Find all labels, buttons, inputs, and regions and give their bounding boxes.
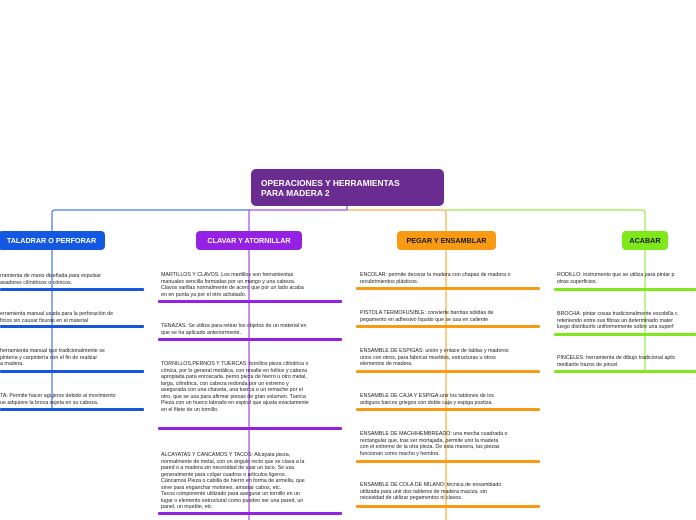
- leaf-text-line: Cáncamos Pieza o cabilla de hierro en forma de armella, que: [161, 478, 305, 484]
- leaf-text-line: ALCAYATAS Y CANCAMOS Y TACOS: Alcayata pieza,: [161, 452, 291, 458]
- branch-taladrar-label: TALADRAR O PERFORAR: [6, 236, 97, 245]
- leaf-text-line: recubrimientos plásticos.: [360, 278, 419, 285]
- leaf-text-line: TENAZAS: Se utiliza para retirar los objetos de un material en: [161, 323, 307, 329]
- list-item-taladrar[interactable]: [0, 311, 140, 324]
- leaf-text-line: a madera.: [0, 361, 24, 367]
- list-item-acabar[interactable]: [557, 355, 696, 368]
- underline: [356, 370, 540, 373]
- leaf-text-line: asegurada con una chaveta, una tuerca o un remache por el: [161, 387, 303, 393]
- leaf-text-line: ENSAMBLE DE COLA DE MILANO: técnica de ensamblado: [360, 482, 502, 488]
- leaf-text-line: elementos de madera.: [360, 361, 413, 367]
- list-item-clavar[interactable]: [161, 452, 341, 511]
- underline: [554, 370, 696, 373]
- leaf-text-line: ue adquiere la broca sujeta en su cabeza.: [0, 399, 99, 406]
- central-topic[interactable]: [251, 169, 444, 206]
- leaf-text-line: TA: Permite hacer agujeros debido al movimiento: [0, 393, 116, 399]
- leaf-text-line: RODILLO: instrumento que se utiliza para pintar p: [557, 272, 675, 278]
- leaf-text-line: manuales sencilla formadas por un mango y una cabeza.: [161, 278, 296, 285]
- list-item-clavar[interactable]: [161, 323, 341, 336]
- list-item-pegar[interactable]: [360, 272, 540, 285]
- underline: [0, 288, 144, 291]
- leaf-text-line: antiguos barcos griegos con doble caja y espiga postiza.: [360, 399, 493, 406]
- underline: [554, 288, 696, 291]
- leaf-text-line: panel, un mueble, etc.: [161, 504, 214, 510]
- leaf-text-line: cónica, por lo general metálica, con resalte en hélice y cabeza: [161, 367, 308, 374]
- list-item-taladrar[interactable]: [0, 393, 140, 406]
- list-item-clavar[interactable]: [161, 361, 341, 413]
- list-item-pegar[interactable]: [360, 482, 540, 502]
- leaf-text-line: pared o a madera sin necesidad de usar un taco. Se usa: [161, 465, 295, 471]
- branch-clavar[interactable]: [196, 231, 302, 250]
- leaf-text-line: con el extremo de la otra pieza. De esta manera, las piezas: [360, 444, 500, 450]
- underline: [356, 460, 540, 463]
- leaf-text-line: otro, que se usa para afirmar piezas de gran volumen. Tuerca: [161, 393, 306, 400]
- leaf-text-line: en en punta ya por el otro achatado.: [161, 291, 247, 298]
- leaf-text-line: reteniendo entre sus fibras un determinado mater: [557, 317, 674, 324]
- list-item-taladrar[interactable]: [0, 348, 140, 368]
- list-item-taladrar[interactable]: [0, 273, 140, 286]
- leaf-text-line: generalmente para colgar cuadros o artículos ligeros.: [161, 471, 287, 478]
- list-item-acabar[interactable]: [557, 272, 696, 285]
- underline: [356, 325, 540, 328]
- list-item-acabar[interactable]: [557, 311, 696, 331]
- leaf-text-line: ficios sin causar fisuras en el material: [0, 317, 89, 324]
- branch-taladrar[interactable]: [0, 231, 105, 250]
- leaf-text-line: otras superficies.: [557, 278, 598, 285]
- leaf-text-line: ENSAMBLE DE CAJA Y ESPIGA:unir los tablones de los: [360, 393, 495, 399]
- leaf-text-line: BROCHA: pintar cosas tradicionalmente escobilla c: [557, 311, 678, 317]
- leaf-text-line: ENCOLAR: permite decorar la madera con chapas de madera o: [360, 272, 511, 278]
- list-item-pegar[interactable]: [360, 348, 540, 368]
- leaf-text-line: unos con otros, para fabricar muebles, estructuras u otros: [360, 354, 496, 361]
- leaf-text-line: pintería y carpintería con el fin de realizar: [0, 354, 98, 361]
- leaf-text-line: normalmente de metal, con un ángulo recto que se clava a la: [161, 458, 305, 465]
- underline: [158, 512, 342, 515]
- branch-acabar-label: ACABAR: [629, 236, 661, 245]
- underline: [0, 408, 144, 411]
- leaf-text-line: lugar o elemento estructural como pueden ser una pared, un: [161, 497, 304, 504]
- leaf-text-line: ENSAMBLE DE MACHIHEMBREADO: una mecha cuadrada o: [360, 431, 508, 437]
- branch-pegar-label: PEGAR Y ENSAMBLAR: [406, 236, 487, 245]
- leaf-text-line: sirve para enganchar motones, amarrar cabos, etc.: [161, 484, 282, 491]
- leaf-text-line: erramienta manual usada para la perforación de: [0, 311, 114, 317]
- branch-acabar[interactable]: [622, 231, 668, 250]
- underline: [158, 300, 342, 303]
- leaf-text-line: necesidad de utilizar pegamentos ni clavos.: [360, 495, 463, 501]
- leaf-text-line: Tacos componente utilizado para asegurar un tornillo en un: [161, 491, 300, 497]
- leaf-text-line: pegamento en adhesivo líquido que se usa en caliente: [360, 316, 489, 323]
- leaf-text-line: rectangular que, tras ser mortajada, permite unir la madera: [360, 437, 499, 444]
- leaf-text-line: PINCELES: herramienta de dibujo tradicional aplic: [557, 355, 676, 361]
- leaf-text-line: MARTILLOS Y CLAVOS: Los martillos son herramientas: [161, 272, 294, 278]
- leaf-text-line: Pieza con un hueco labrado en espiral que ajusta exactamente: [161, 400, 309, 406]
- branch-clavar-label: CLAVAR Y ATORNILLAR: [207, 236, 291, 245]
- central-title-line2: PARA MADERA 2: [261, 188, 330, 198]
- underline: [158, 427, 342, 430]
- list-item-clavar[interactable]: [161, 272, 341, 298]
- leaf-text-line: en el filete de un tornillo.: [161, 406, 219, 413]
- leaf-text-line: ENSAMBLE DE ESPIGAS: unión y enlace de tablas y maderos: [360, 348, 509, 354]
- leaf-text-line: apropiada para enroscarla. perno pieza de hierro u otro metal,: [161, 374, 307, 380]
- underline: [356, 505, 540, 508]
- leaf-text-line: asadores cilíndricos o cónicos.: [0, 279, 73, 286]
- leaf-text-line: funcionan como macho y hembra.: [360, 450, 440, 457]
- leaf-text-line: luego distribuirlo uniformemente sobre una superf: [557, 324, 674, 330]
- leaf-text-line: larga, cilíndrica, con cabeza redonda por un extremo y: [161, 380, 289, 387]
- leaf-text-line: Clavos varillas normalmente de acero que por un lado acaba: [161, 285, 304, 291]
- leaf-text-line: utilizada para unir dos tableros de madera maciza, sin: [360, 488, 487, 495]
- list-item-pegar[interactable]: [360, 310, 540, 323]
- underline: [356, 408, 540, 411]
- underline: [158, 338, 342, 341]
- underline: [0, 325, 144, 328]
- leaf-text-line: mediante trazos de pincel.: [557, 361, 619, 368]
- underline: [356, 287, 540, 290]
- leaf-text-line: herramienta manual que tradicionalmente se: [0, 348, 105, 354]
- underline: [554, 333, 696, 336]
- central-title-line1: OPERACIONES Y HERRAMIENTAS: [261, 178, 400, 188]
- underline: [0, 370, 144, 373]
- list-item-pegar[interactable]: [360, 393, 540, 406]
- list-item-pegar[interactable]: [360, 431, 540, 457]
- leaf-text-line: TORNILLOS,PERNOS Y TUERCAS: tornillos pieza cilíndrica o: [161, 361, 309, 367]
- leaf-text-line: que se ha aplicado anteriormente.: [161, 329, 242, 336]
- leaf-text-line: rramienta de mano diseñada para expulsar: [0, 273, 101, 279]
- leaf-text-line: PISTOLA TERMOFUSIBLE: convierte barritas sólidas de: [360, 310, 494, 316]
- branch-pegar[interactable]: [397, 231, 496, 250]
